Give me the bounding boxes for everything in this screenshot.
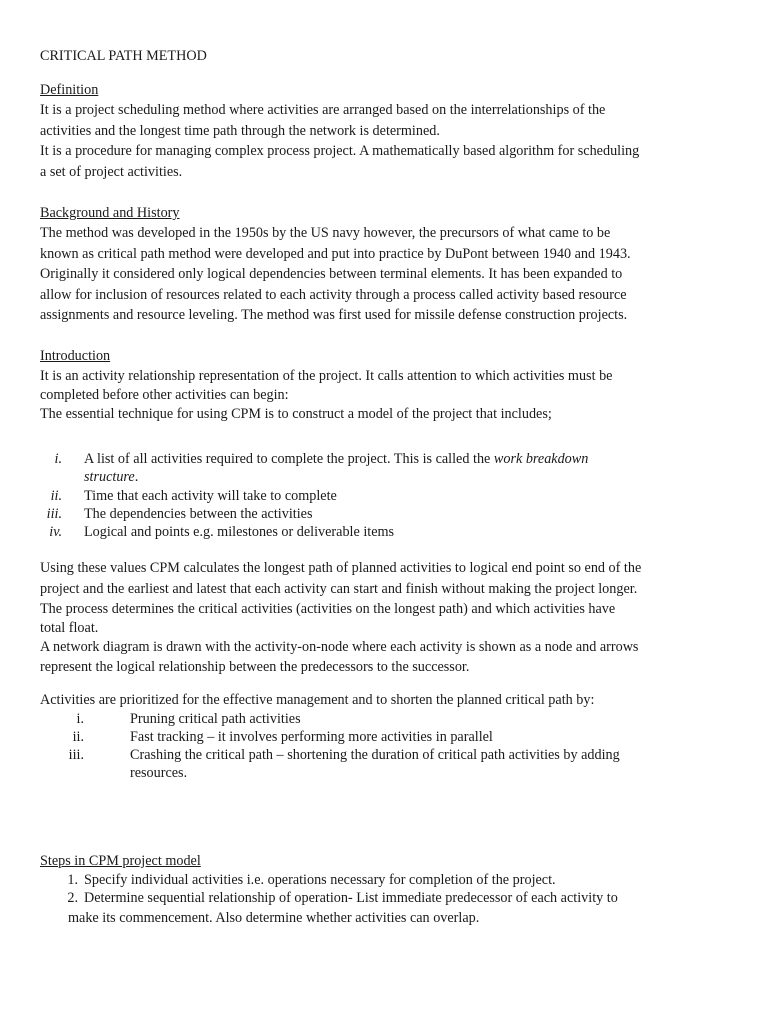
background-line: allow for inclusion of resources related to each activity through a process called activity based resource xyxy=(40,286,627,303)
list-number: iv. xyxy=(49,524,62,540)
definition-line: It is a project scheduling method where activities are arranged based on the interrelationships of the xyxy=(40,102,606,118)
list-item-continuation: resources. xyxy=(130,765,188,781)
definition-line: It is a procedure for managing complex process project. A mathematically based algorithm for scheduling xyxy=(40,143,640,159)
introduction-line: The essential technique for using CPM is to construct a model of the project that includes; xyxy=(40,405,552,422)
introduction-line: It is an activity relationship representation of the project. It calls attention to which activities must be xyxy=(40,368,613,384)
introduction-line: completed before other activities can begin: xyxy=(40,386,289,403)
calculation-paragraph xyxy=(40,558,700,678)
list-item-text: Logical and points e.g. milestones or deliverable items xyxy=(84,524,395,540)
background-line: known as critical path method were developed and put into practice by DuPont between 1940 and 1943. xyxy=(40,245,631,262)
document-title: CRITICAL PATH METHOD xyxy=(40,48,207,64)
list-item-tail: . xyxy=(134,469,139,485)
list-number: 2. xyxy=(67,890,78,906)
list-number: ii. xyxy=(72,729,84,745)
calculation-line: total float. xyxy=(40,619,99,636)
definition-line: a set of project activities. xyxy=(40,163,183,180)
list-item-text: The dependencies between the activities xyxy=(84,506,313,522)
introduction-paragraph xyxy=(40,366,700,424)
list-item-text: Specify individual activities i.e. operations necessary for completion of the project. xyxy=(84,872,556,888)
definition-line: activities and the longest time path through the network is determined. xyxy=(40,122,440,139)
list-number: i. xyxy=(54,451,62,467)
list-item-text: Pruning critical path activities xyxy=(130,711,301,727)
definition-heading: Definition xyxy=(40,82,99,98)
list-item-text: Crashing the critical path – shortening the duration of critical path activities by adding xyxy=(130,747,620,763)
calculation-line: A network diagram is drawn with the activity-on-node where each activity is shown as a node and arrows xyxy=(40,638,639,655)
background-line: Originally it considered only logical dependencies between terminal elements. It has been expanded to xyxy=(40,266,623,282)
list-item-emphasis: work breakdown xyxy=(493,451,589,467)
list-number: iii. xyxy=(68,747,84,763)
list-number: 1. xyxy=(67,872,78,888)
calculation-line: represent the logical relationship between the predecessors to the successor. xyxy=(40,659,470,675)
calculation-line: The process determines the critical activities (activities on the longest path) and which activities have xyxy=(40,601,616,617)
list-item-continuation xyxy=(84,468,674,486)
introduction-heading: Introduction xyxy=(40,348,111,364)
list-number: iii. xyxy=(46,506,62,522)
list-item-emphasis: structure xyxy=(84,469,135,485)
calculation-line: Using these values CPM calculates the longest path of planned activities to logical end point so end of the xyxy=(40,560,642,576)
prioritized-intro: Activities are prioritized for the effective management and to shorten the planned critical path by: xyxy=(40,692,595,708)
definition-paragraph xyxy=(40,100,700,182)
list-item-continuation: make its commencement. Also determine whether activities can overlap. xyxy=(68,910,480,926)
background-line: assignments and resource leveling. The method was first used for missile defense construction projects. xyxy=(40,307,628,323)
steps-heading: Steps in CPM project model xyxy=(40,853,201,869)
list-item-text: Determine sequential relationship of operation- List immediate predecessor of each activity to xyxy=(84,890,618,906)
background-paragraph xyxy=(40,223,700,326)
list-item-text: Time that each activity will take to complete xyxy=(84,488,337,504)
list-number: i. xyxy=(76,711,84,727)
background-heading: Background and History xyxy=(40,205,180,221)
list-item-label: A list of all activities required to complete the project. This is called the xyxy=(84,451,494,467)
background-line: The method was developed in the 1950s by the US navy however, the precursors of what came to be xyxy=(40,225,611,241)
list-item-text: Fast tracking – it involves performing more activities in parallel xyxy=(130,729,493,745)
list-number: ii. xyxy=(50,488,62,504)
list-item-text xyxy=(84,450,674,468)
calculation-line: project and the earliest and latest that each activity can start and finish without making the project longer. xyxy=(40,580,638,597)
